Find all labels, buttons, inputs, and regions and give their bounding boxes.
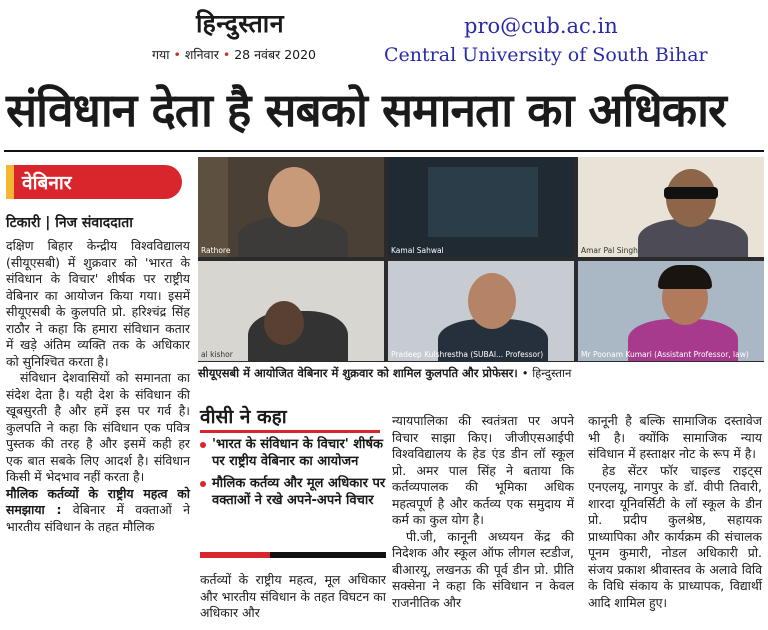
paragraph: वेबिनार में वक्ताओं ने भारतीय संविधान के तहत मौलिक	[6, 502, 190, 534]
paragraph: हेड सेंटर फॉर चाइल्ड राइट्स एनएलयू, नागपुर के डॉ. वीपी तिवारी, शारदा यूनिवर्सिटी के लॉ स्कूल के डीन प्रो. प्रदीप कुलश्रेष्ठ, सहायक प्राध्यापिका और कार्यक्रम की संचालक पूनम कुमारी, नोडल अधिकारी प्रो. संजय प्रकाश श्रीवास्तव के अलावे विवि के विधि संकाय के प्राध्यापक, विद्यार्थी आदि शामिल हुए।	[588, 462, 762, 610]
video-tile	[388, 157, 574, 257]
paragraph: संविधान देशवासियों को समानता का संदेश देता है। यही देश के संविधान की खूबसुरती है और हमें इस पर गर्व है। कुलपति ने कहा कि संविधान एक पवित्र पुस्तक की तरह है और इसमें कही हर एक बात सबके लिए आदर्श है। संविधान किसी में भेदभाव नहीं करता है।	[6, 370, 190, 484]
section-banner-accent	[6, 165, 14, 199]
article-column-4	[588, 413, 762, 611]
caption-source: • हिन्दुस्तान	[521, 366, 572, 380]
highlight-bullet: मौलिक कर्तव्य और मूल अधिकार पर वक्ताओं ने रखे अपने-अपने विचार	[200, 476, 386, 509]
participant-name: Mr Poonam Kumari (Assistant Professor, law)	[581, 350, 749, 359]
paragraph: पी.जी, कानूनी अध्ययन केंद्र की निदेशक और स्कूल ऑफ लीगल स्टडीज, बीआरयू, लखनऊ की पूर्व डीन प्रो. प्रीति सक्सेना ने कहा कि संविधान न केवल राजनीतिक और	[392, 528, 574, 610]
dateline-day: शनिवार	[184, 47, 219, 62]
masthead: हिन्दुस्तान	[196, 9, 285, 38]
video-tile	[198, 157, 384, 257]
paragraph: कानूनी है बल्कि सामाजिक दस्तावेज भी है। क्योंकि सामाजिक न्याय संविधान में हस्ताक्षर नोट के रूप में है।	[588, 413, 762, 461]
participant-name: al kishor	[201, 350, 233, 359]
video-tile	[578, 261, 764, 361]
email-address: pro@cub.ac.in	[464, 14, 618, 38]
participant-name: Kamal Sahwal	[391, 246, 444, 255]
highlight-bullet: 'भारत के संविधान के विचार' शीर्षक पर राष्ट्रीय वेबिनार का आयोजन	[200, 437, 386, 470]
paragraph: कर्तव्यों के राष्ट्रीय महत्व, मूल अधिकार और भारतीय संविधान के तहत विघटन का अधिकार और	[200, 572, 386, 620]
paragraph: न्यायपालिका की स्वतंत्रता पर अपने विचार साझा किए। जीजीएसआईपी विश्वविद्यालय के हेड एंड डीन लॉ स्कूल प्रो. अमर पाल सिंह ने बताया कि कर्तव्यपालक की भूमिका अधिक महत्वपूर्ण है और कर्तव्य एक समुदाय में कर्म का कुल योग है।	[392, 413, 574, 527]
dateline-place: गया	[152, 47, 170, 62]
paragraph: दक्षिण बिहार केन्द्रीय विश्वविद्यालय (सीयूएसबी) में शुक्रवार को 'भारत के संविधान के विचार' शीर्षक पर राष्ट्रीय वेबिनार का आयोजन किया गया। इसमें सीयूएसबी के कुलपति प्रो. हरिश्चंद्र सिंह राठौर ने कहा कि हमारा संविधान कतार में खड़े अंतिम व्यक्ति तक के अधिकार को सुनिश्चित करता है।	[6, 238, 190, 369]
highlight-title-underline	[200, 430, 380, 433]
article-column-2	[200, 572, 386, 622]
participant-name: Amar Pal Singh	[581, 246, 638, 255]
byline: टिकारी | निज संवाददाता	[6, 215, 133, 231]
participant-name: Rathore	[201, 246, 231, 255]
highlight-bullets	[200, 437, 386, 515]
caption-text: सीयूएसबी में आयोजित वेबिनार में शुक्रवार को शामिल कुलपति और प्रोफेसर।	[198, 366, 518, 380]
webinar-photo	[198, 157, 764, 362]
subheading: मौलिक कर्तव्यों के राष्ट्रीय महत्व को समझाया :	[6, 485, 190, 517]
headline-rule	[4, 150, 764, 152]
highlight-title: वीसी ने कहा	[200, 406, 287, 428]
section-label: वेबिनार	[22, 172, 72, 194]
video-tile	[388, 261, 574, 361]
participant-name: Pradeep Kulshrestha (SUBAI... Professor)	[391, 350, 544, 359]
highlight-separator-accent	[200, 552, 270, 558]
video-tile	[198, 261, 384, 361]
video-tile	[578, 157, 764, 257]
article-column-1	[6, 238, 190, 535]
dateline: गया • शनिवार • 28 नवंबर 2020	[152, 47, 317, 62]
university-name: Central University of South Bihar	[384, 44, 708, 66]
article-column-3	[392, 413, 574, 611]
dateline-date: 28 नवंबर 2020	[234, 47, 317, 62]
photo-caption	[198, 366, 764, 381]
headline: संविधान देता है सबको समानता का अधिकार	[6, 83, 726, 137]
